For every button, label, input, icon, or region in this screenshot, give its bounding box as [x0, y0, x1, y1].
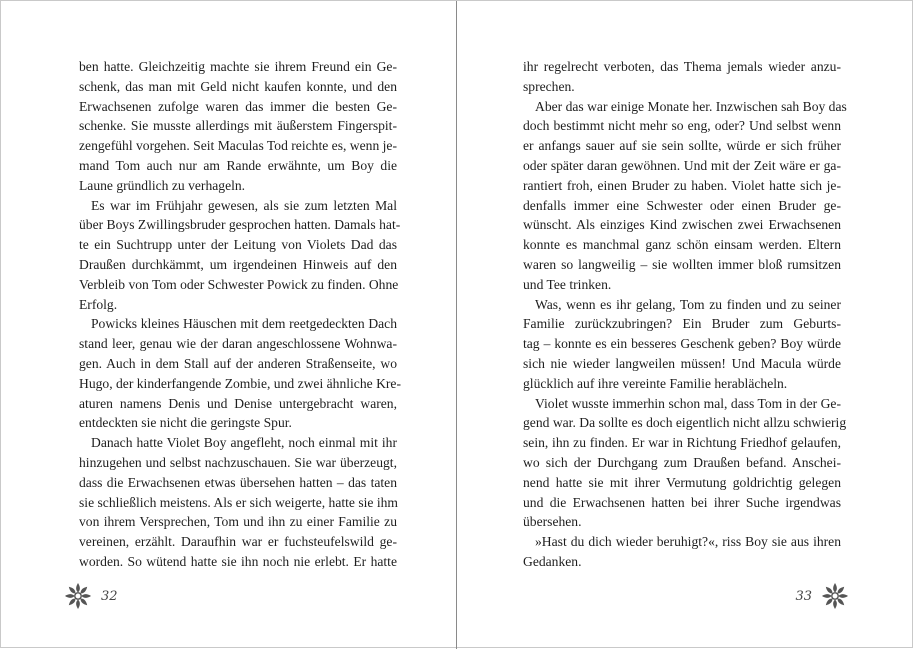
- text-line: worden. So wütend hatte sie ihn noch nie erlebt. Er hatte: [79, 553, 397, 569]
- text-line: vereinen, erzählt. Daraufhin war er fuchsteufelswild ge-: [79, 534, 397, 550]
- text-line: entdeckten sie nicht die geringste Spur.: [79, 415, 292, 431]
- text-line: Laune gründlich zu verhageln.: [79, 177, 246, 193]
- text-line: er anfangs sauer auf sie sein sollte, würde er sich früher: [523, 138, 841, 154]
- text-line: ihr regelrecht verboten, das Thema jemals wieder anzu-: [523, 59, 841, 74]
- text-line: über Boys Zwillingsbruder gesprochen hatten. Damals hat-: [79, 217, 401, 233]
- text-line: Gedanken.: [523, 553, 582, 569]
- text-line: hinzugehen und selbst nachzuschauen. Sie war überzeugt,: [79, 454, 397, 470]
- text-line: konnte es manchmal ganz schön einsam werden. Eltern: [523, 237, 841, 253]
- text-line: Draußen durchkämmt, um irgendeinen Hinweis auf den: [79, 256, 397, 272]
- text-line: und die Erwachsenen hatten bei ihrer Suche irgendwas: [523, 494, 841, 510]
- page-gutter: [456, 1, 457, 649]
- text-line: wünscht. Als einziges Kind zwischen zwei Erwachsenen: [523, 217, 841, 233]
- text-line: Hugo, der kinderfangende Zombie, und zwei ähnliche Kre-: [79, 375, 401, 391]
- text-line: aturen namens Denis und Denise untergebracht waren,: [79, 395, 397, 411]
- text-line: sein, ihn zu finden. Er war in Richtung Friedhof gelaufen,: [523, 435, 841, 451]
- text-line: glücklich auf ihre vereinte Familie herablächeln.: [523, 375, 788, 391]
- text-line: ben hatte. Gleichzeitig machte sie ihrem Freund ein Ge-: [79, 59, 397, 74]
- text-line: »Hast du dich wieder beruhigt?«, riss Boy sie aus ihren: [535, 534, 841, 550]
- text-line: zengefühl vorgehen. Seit Maculas Tod reichte es, wenn je-: [79, 138, 397, 154]
- text-line: Es war im Frühjahr gewesen, als sie zum letzten Mal: [91, 197, 397, 213]
- text-line: sprechen.: [523, 78, 575, 94]
- text-line: stand leer, genau wie der daran angeschlossene Wohnwa-: [79, 336, 397, 352]
- flower-ornament-icon: [820, 581, 850, 611]
- text-line: Danach hatte Violet Boy angefleht, noch einmal mit ihr: [91, 435, 397, 451]
- text-line: schenk, das man mit Geld nicht kaufen konnte, und den: [79, 78, 397, 94]
- text-line: sie schließlich meistens. Als er sich weigerte, hatte sie ihm: [79, 494, 398, 510]
- text-line: nend hatte sie mit ihrer Vermutung goldrichtig gelegen: [523, 474, 841, 490]
- text-line: Powicks kleines Häuschen mit dem reetgedeckten Dach: [91, 316, 397, 332]
- text-line: sich nie wieder langweilen müssen! Und Macula würde: [523, 355, 841, 371]
- text-line: von ihrem Versprechen, Tom und ihn zu einer Familie zu: [79, 514, 397, 530]
- text-line: denfalls immer eine Schwester oder einen Bruder ge-: [523, 197, 841, 213]
- text-line: waren so langweilig – sie wollten immer bloß rumsitzen: [523, 256, 841, 272]
- text-line: rantiert froh, einen Bruder zu haben. Violet hatte sich je-: [523, 177, 841, 193]
- text-line: doch bestimmt nicht mehr so eng, oder? Und selbst wenn: [523, 118, 841, 134]
- text-line: Erfolg.: [79, 296, 118, 312]
- left-page-body: [79, 57, 401, 572]
- text-line: wo sich der Durchgang zum Draußen befand. Anschei-: [523, 454, 841, 470]
- text-line: dass die Erwachsenen etwas übersehen hatten – das taten: [79, 474, 397, 490]
- text-line: schenke. Sie musste allerdings mit äußerstem Fingerspit-: [79, 118, 397, 134]
- right-page-footer: [795, 581, 850, 611]
- text-line: und Tee trinken.: [523, 276, 612, 292]
- page-number-left: 32: [101, 588, 118, 604]
- text-line: mand Tom auch nur am Rande erwähnte, um Boy die: [79, 157, 397, 173]
- text-line: Verbleib von Tom oder Schwester Powick zu finden. Ohne: [79, 276, 399, 292]
- text-line: te ein Suchtrupp unter der Leitung von Violets Dad das: [79, 237, 397, 253]
- text-line: oder später daran gewöhnen. Und mit der Zeit wäre er ga-: [523, 157, 841, 173]
- text-line: tag – konnte es ein besseres Geschenk geben? Boy würde: [523, 336, 841, 352]
- text-line: Erwachsenen zufolge waren das immer die besten Ge-: [79, 98, 397, 114]
- right-page-body: [523, 57, 847, 572]
- text-line: gend war. Da sollte es doch eigentlich nicht allzu schwierig: [523, 415, 847, 431]
- text-line: Aber das war einige Monate her. Inzwischen sah Boy das: [535, 98, 847, 114]
- text-line: Familie zurückzubringen? Ein Bruder zum Geburts-: [523, 316, 841, 332]
- text-line: übersehen.: [523, 514, 582, 530]
- text-line: gen. Auch in dem Stall auf der anderen Straßenseite, wo: [79, 355, 397, 371]
- text-line: Was, wenn es ihr gelang, Tom zu finden und zu seiner: [535, 296, 841, 312]
- left-page-footer: [63, 581, 118, 611]
- page-number-right: 33: [795, 588, 812, 604]
- flower-ornament-icon: [63, 581, 93, 611]
- text-line: Violet wusste immerhin schon mal, dass Tom in der Ge-: [535, 395, 841, 411]
